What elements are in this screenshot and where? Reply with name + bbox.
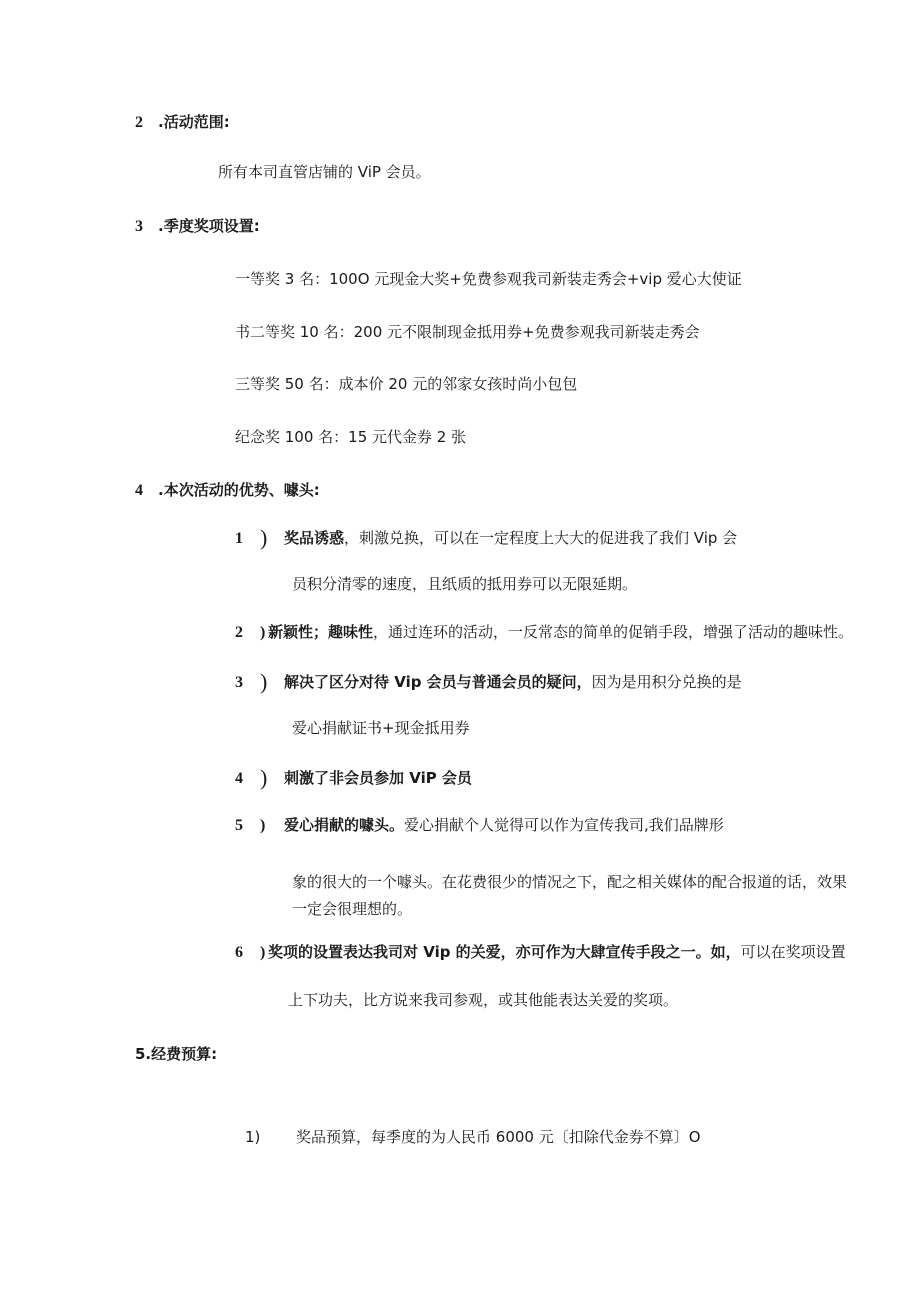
- advantage-4-number: 4: [235, 770, 243, 787]
- advantage-5-bold: 爱心捐献的噱头。: [284, 816, 405, 834]
- advantage-6-bold: 奖项的设置表达我司对 Vip 的关爱，亦可作为大肆宣传手段之一。如，: [268, 943, 741, 961]
- scope-text: 所有本司直管店铺的 ViP 会员。: [218, 163, 431, 181]
- advantage-3-continuation: 爱心捐献证书+现金抵用券: [292, 719, 470, 737]
- advantage-6-paren: ): [260, 944, 266, 961]
- advantage-5-rest: 爱心捐献个人觉得可以作为宣传我司,我们品牌形: [404, 816, 724, 834]
- advantage-4-bold: 刺激了非会员参加 ViP 会员: [284, 769, 472, 787]
- advantage-6-continuation: 上下功夫，比方说来我司参观，或其他能表达关爱的奖项。: [288, 991, 679, 1009]
- advantage-3-rest: 因为是用积分兑换的是: [591, 673, 742, 691]
- section-2-number: 2: [135, 114, 143, 131]
- advantage-3-paren: ): [260, 669, 268, 694]
- section-4-number: 4: [135, 482, 143, 499]
- advantage-2-bold: 新颖性；趣味性: [268, 623, 374, 641]
- prize-second: 书二等奖 10 名：200 元不限制现金抵用券+免费参观我司新装走秀会: [235, 323, 700, 341]
- advantage-1-paren: ): [260, 525, 268, 550]
- advantage-1-rest: ，刺激兑换，可以在一定程度上大大的促进我了我们 Vip 会: [344, 529, 738, 547]
- advantage-5-continuation-2: 一定会很理想的。: [292, 900, 413, 918]
- advantage-5-line: [284, 818, 724, 833]
- section-3-title: .季度奖项设置:: [158, 217, 260, 235]
- advantage-5-continuation-1: 象的很大的一个噱头。在花费很少的情况之下，配之相关媒体的配合报道的话，效果: [292, 873, 848, 891]
- advantage-2-line: [268, 625, 853, 640]
- section-3-number: 3: [135, 218, 143, 235]
- advantage-1-line: [284, 531, 737, 546]
- advantage-5-number: 5: [235, 817, 243, 834]
- section-2-title: .活动范围:: [158, 113, 230, 131]
- advantage-2-rest: ，通过连环的活动，一反常态的简单的促销手段，增强了活动的趣味性。: [373, 623, 854, 641]
- prize-first: 一等奖 3 名：100O 元现金大奖+免费参观我司新装走秀会+vip 爱心大使证: [235, 270, 742, 288]
- advantage-1-bold: 奖品诱惑: [284, 529, 345, 547]
- advantage-1-continuation: 员积分清零的速度，且纸质的抵用券可以无限延期。: [292, 575, 638, 593]
- budget-item-text: 奖品预算，每季度的为人民币 6000 元〔扣除代金券不算〕O: [296, 1128, 701, 1146]
- advantage-3-number: 3: [235, 674, 243, 691]
- advantage-5-paren: ): [260, 817, 266, 834]
- prize-souvenir: 纪念奖 100 名：15 元代金券 2 张: [235, 428, 467, 446]
- prize-third: 三等奖 50 名：成本价 20 元的邻家女孩时尚小包包: [235, 375, 578, 393]
- advantage-6-line: [268, 945, 846, 960]
- section-4-title: .本次活动的优势、噱头:: [158, 481, 320, 499]
- advantage-2-paren: ): [260, 624, 266, 641]
- advantage-6-number: 6: [235, 944, 243, 961]
- advantage-3-bold: 解决了区分对待 Vip 会员与普通会员的疑问，: [284, 673, 592, 691]
- advantage-2-number: 2: [235, 624, 243, 641]
- advantage-6-rest: 可以在奖项设置: [740, 943, 846, 961]
- section-5-title: 5.经费预算:: [135, 1045, 218, 1063]
- advantage-3-line: [284, 675, 742, 690]
- advantage-4-paren: ): [260, 765, 268, 790]
- advantage-1-number: 1: [235, 530, 243, 547]
- budget-item-number: 1): [245, 1128, 261, 1146]
